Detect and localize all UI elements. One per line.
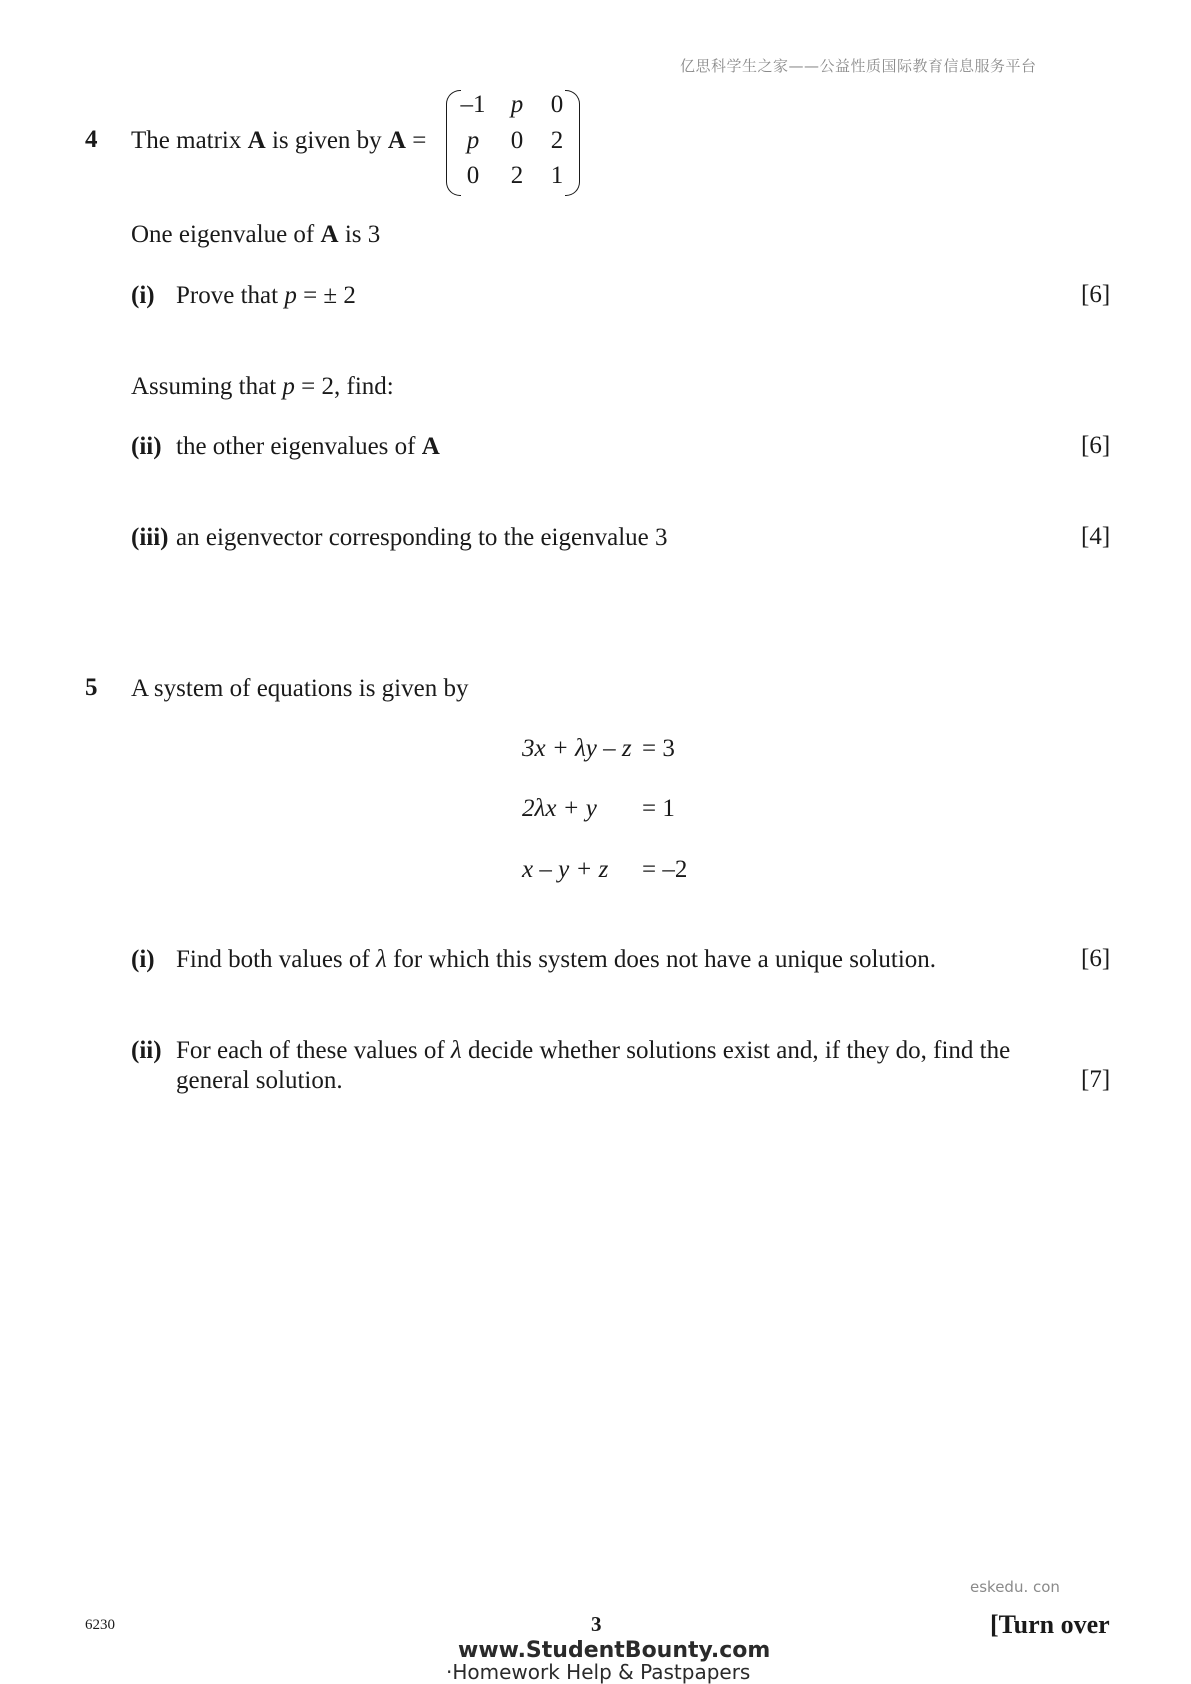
q4-assumption: Assuming that p = 2, find: [131, 373, 394, 400]
q5-part-ii-label: (ii) [131, 1037, 162, 1064]
matrix-cell: 0 [510, 127, 524, 154]
page-number: 3 [591, 1612, 602, 1636]
paper-code: 6230 [85, 1617, 115, 1633]
q4-part-iii-text: an eigenvector corresponding to the eigenvalue 3 [176, 524, 668, 551]
q5-part-ii-text-line1: For each of these values of λ decide whether solutions exist and, if they do, find the [176, 1037, 1011, 1064]
q4-part-iii-marks: [4] [1081, 523, 1111, 550]
q4-part-i-text: Prove that p = ± 2 [176, 282, 356, 309]
q5-part-ii-text-line2: general solution. [176, 1067, 343, 1094]
matrix-cell: p [510, 91, 524, 118]
footer-watermark: eskedu. con [970, 1578, 1060, 1596]
studentbounty-url: www.StudentBounty.com [458, 1638, 771, 1663]
question-4-eigenvalue-statement: One eigenvalue of A is 3 [131, 221, 381, 248]
matrix-cell: 0 [466, 162, 480, 189]
q4-part-i-marks: [6] [1081, 281, 1111, 308]
matrix-A [446, 90, 580, 196]
equation-1-lhs: 3x + λy – z [522, 735, 632, 762]
matrix-cell: 0 [550, 91, 564, 118]
studentbounty-tagline: ·Homework Help & Pastpapers [446, 1660, 751, 1684]
equation-3-rhs: = –2 [642, 856, 688, 883]
question-5-intro: A system of equations is given by [131, 675, 469, 702]
question-5-number: 5 [85, 674, 98, 701]
turn-over-label: [Turn over [990, 1610, 1110, 1639]
matrix-cell: 1 [550, 162, 564, 189]
q4-part-i-label: (i) [131, 282, 155, 309]
matrix-cell: –1 [460, 91, 486, 118]
matrix-cell: 2 [510, 162, 524, 189]
q5-part-i-label: (i) [131, 946, 155, 973]
q4-part-iii-label: (iii) [131, 524, 169, 551]
q5-part-i-text: Find both values of λ for which this system does not have a unique solution. [176, 946, 937, 973]
q5-part-ii-marks: [7] [1081, 1066, 1111, 1093]
q4-part-ii-marks: [6] [1081, 432, 1111, 459]
question-4-intro: The matrix A is given by A = [131, 127, 427, 154]
equation-1-rhs: = 3 [642, 735, 675, 762]
equation-2-lhs: 2λx + y [522, 795, 597, 822]
question-4-number: 4 [85, 126, 98, 153]
matrix-cell: p [466, 127, 480, 154]
q4-part-ii-label: (ii) [131, 433, 162, 460]
q4-part-ii-text: the other eigenvalues of A [176, 433, 440, 460]
q5-part-i-marks: [6] [1081, 945, 1111, 972]
equation-2-rhs: = 1 [642, 795, 675, 822]
equation-3-lhs: x – y + z [522, 856, 609, 883]
matrix-cell: 2 [550, 127, 564, 154]
header-watermark: 亿思科学生之家——公益性质国际教育信息服务平台 [680, 57, 1037, 75]
